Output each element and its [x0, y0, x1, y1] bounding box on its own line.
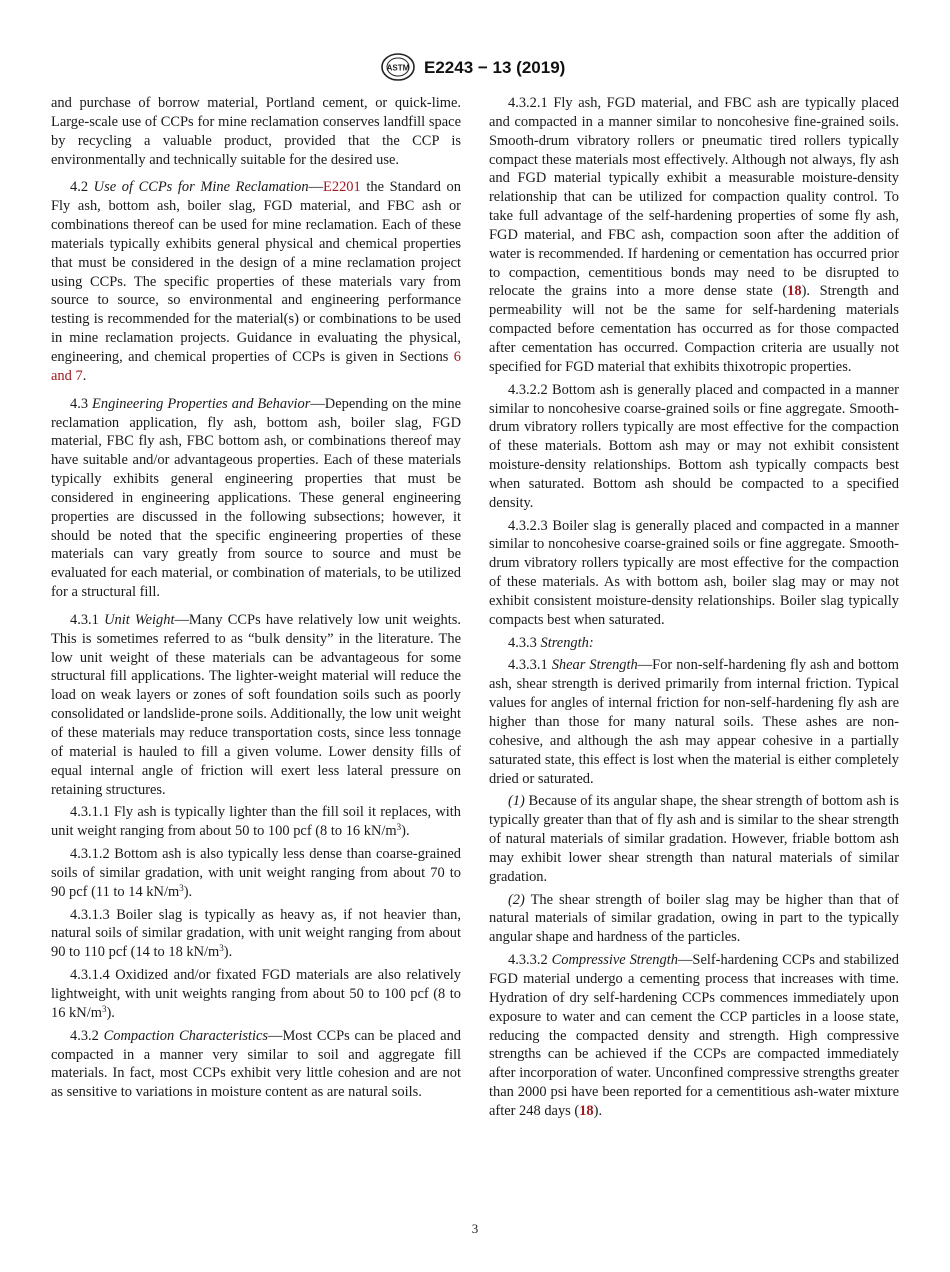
section-4-2: 4.2 Use of CCPs for Mine Reclamation—E2201 the Standard on Fly ash, bottom ash, boiler slag, FGD material, and FBC ash or combinations thereof can be used for mine reclamation. Each of these materials typically exhibits general physical and chemical properties that must be considered in the design of a mine reclamation project using CCPs. The specific properties of these materials vary from source to source, so environmental and engineering performance testing is recommended for the material(s) or combinations to be used in mine reclamation projects. Guidance in evaluating the physical, engineering, and chemical properties of CCPs is given in Sections 6 and 7.	[51, 179, 461, 384]
logo-text: ASTM	[386, 63, 410, 73]
reference-link-18[interactable]: 18	[787, 283, 802, 300]
section-4-3-2-1: 4.3.2.1 Fly ash, FGD material, and FBC ash are typically placed and compacted in a manner similar to noncohesive fine-grained soils. Smooth-drum vibratory rollers or pneumatic tired rollers typically compact these materials most effectively. Although not always, fly ash and FGD material typically exhibit a measurable moisture-density relationship that can be utilized for compaction quality control. To take full advantage of the self-hardening properties of some fly ash, FGD material, and FBC ash, compaction soon after the addition of water is recommended. If hardening or cementation has occurred prior to compaction, cementitious bonds may need to be disrupted to relocate the grains into a more dense state (18). Strength and permeability will not be the same for self-hardening materials compacted before cementation has occurred as for those compacted after cementation has occurred. Compaction criteria are usually not specified for FGD material that exhibits thixotropic properties.	[489, 95, 899, 375]
section-4-3-2-2: 4.3.2.2 Bottom ash is generally placed and compacted in a manner similar to noncohesive coarse-grained soils or fine aggregate. Smooth-drum vibratory rollers typically are most effective for the compaction of these materials. Bottom ash may or may not exhibit consistent moisture-density relationships. Bottom ash typically compacts best when saturated. Bottom ash should be compacted to a specified density.	[489, 381, 899, 511]
section-title: Unit Weight	[104, 611, 175, 628]
sections-link[interactable]: 6 and 7	[51, 348, 461, 384]
section-4-3-1: 4.3.1 Unit Weight—Many CCPs have relatively low unit weights. This is sometimes referred to as “bulk density” in the literature. The low unit weight of these materials can be advantageous for some structural fill applications. The lighter-weight material will reduce the load on weak layers or zones of soft foundation soils such as poorly consolidated or landslide-prone soils. Additionally, the low unit weight of these materials may reduce transportation costs, since less tonnage of material is hauled to fill a given volume. Lower density fills of equal internal angle of friction will exert less lateral pressure on retaining structures.	[51, 611, 461, 798]
list-item-2: (2) The shear strength of boiler slag may be higher than that of natural materials of similar gradation, owing in part to the typically angular shape and hardness of the particles.	[489, 891, 899, 946]
paragraph-continuation: and purchase of borrow material, Portland cement, or quick-lime. Large-scale use of CCPs for mine reclamation conserves landfill space by recycling a valuable product, provided that the CCP is environmentally and technically suitable for the desired use.	[51, 95, 461, 168]
section-4-3-2-3: 4.3.2.3 Boiler slag is generally placed and compacted in a manner similar to noncohesive coarse-grained soils or fine aggregate. Smooth-drum vibratory rollers typically are most effective for the compaction of these materials. As with bottom ash, boiler slag may or may not exhibit consistent moisture-density relationships. Boiler slag typically compacts best when saturated.	[489, 517, 899, 628]
section-4-3-1-4: 4.3.1.4 Oxidized and/or fixated FGD materials are also relatively lightweight, with unit weights ranging from about 50 to 100 pcf (8 to 16 $kN/m^3$).	[51, 967, 461, 1021]
page-number: 3	[471, 1221, 479, 1236]
section-4-3-1-3: 4.3.1.3 Boiler slag is typically as heavy as, if not heavier than, natural soils of similar gradation, with unit weight ranging from about 90 to 110 pcf (14 to 18 $kN/m^3$).	[51, 906, 461, 961]
section-title: Compressive Strength	[551, 952, 678, 969]
list-item-1: (1) Because of its angular shape, the shear strength of bottom ash is typically greater than that of fly ash and is similar to the shear strength of natural materials of similar gradation. However, friable bottom ash may exhibit lower shear strength than natural materials of similar gradation.	[489, 793, 899, 885]
section-title: Strength:	[540, 634, 594, 651]
section-4-3-1-2: 4.3.1.2 Bottom ash is also typically less dense than coarse-grained soils of similar gradation, with unit weight ranging from about 70 to 90 pcf (11 to 14 $kN/m^3$).	[51, 846, 461, 900]
section-4-3: 4.3 Engineering Properties and Behavior—Depending on the mine reclamation application, fly ash, bottom ash, boiler slag, FGD material, FBC fly ash, FBC bottom ash, or combinations thereof may have suitable and/or advantageous properties. Each of these materials typically exhibits general engineering properties that must be considered in engineering applications. These general engineering properties are discussed in the following subsections; however, it should be noted that the specific engineering properties of these materials can vary greatly from source to source and must be evaluated for each material, or combination of materials, to be utilized for a structural fill.	[51, 395, 461, 601]
page-header	[0, 52, 950, 84]
standard-designation: E2243 − 13 (2019)	[424, 58, 566, 77]
section-4-3-2: 4.3.2 Compaction Characteristics—Most CCPs can be placed and compacted in a manner very similar to soil and aggregate fill materials. In fact, most CCPs exhibit very little cohesion and are not as sensitive to variations in moisture content as are natural soils.	[51, 1027, 462, 1101]
reference-link-18[interactable]: 18	[579, 1102, 594, 1119]
right-column	[489, 94, 899, 1125]
section-4-3-3: 4.3.3 Strength:	[508, 634, 594, 651]
section-4-3-1-1: 4.3.1.1 Fly ash is typically lighter than the fill soil it replaces, with unit weight ranging from about 50 to 100 pcf (8 to 16 $kN/m^3$).	[51, 804, 461, 840]
section-title: Compaction Characteristics	[103, 1027, 269, 1044]
section-title: Shear Strength	[551, 657, 638, 674]
left-column	[51, 94, 461, 1106]
section-title: Use of CCPs for Mine Reclamation	[93, 179, 309, 196]
reference-link-e2201[interactable]: E2201	[323, 179, 361, 196]
section-4-3-3-2: 4.3.3.2 Compressive Strength—Self-hardening CCPs and stabilized FGD material undergo a cementing process that increases with time. Hydration of dry self-hardening CCPs commences immediately upon exposure to water and can cement the CCP particles in a loose state, reducing the compacted density and strength. High compressive strengths can be achieved if the CCPs are compacted immediately after incorporation of water. Unconfined compressive strengths greater than 2000 psi have been reported for a cementitious ash-water mixture after 248 days (18).	[489, 952, 900, 1119]
astm-logo-icon	[380, 52, 416, 82]
section-title: Engineering Properties and Behavior	[92, 395, 311, 412]
section-4-3-3-1: 4.3.3.1 Shear Strength—For non-self-hardening fly ash and bottom ash, shear strength is derived primarily from internal friction. Typical values for angles of internal friction for non-self-hardening fly ash are higher than those for many natural soils. These ashes are non-cohesive, and although the ash may appear cohesive in a partially saturated state, this effect is lost when the material is either completely dried or saturated.	[489, 657, 899, 787]
